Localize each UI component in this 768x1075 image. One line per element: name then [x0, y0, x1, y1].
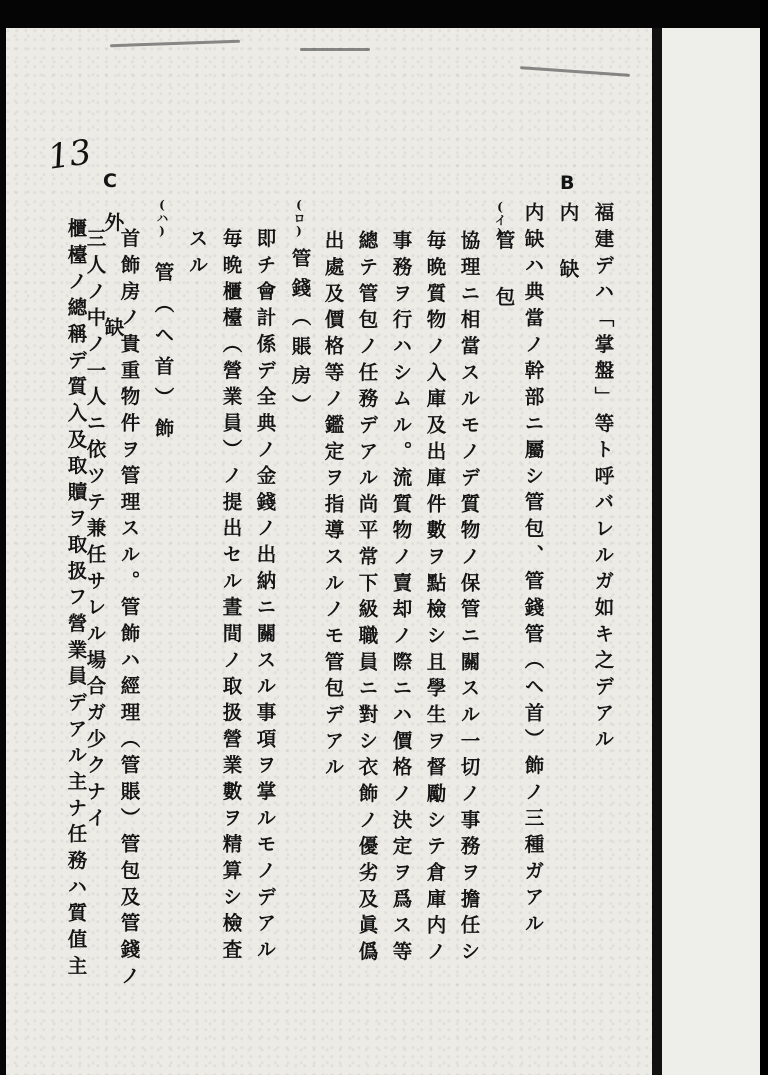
item-marker-ha: (ハ)	[155, 198, 169, 238]
text-line: 事務ヲ行ハシムル。流質物ノ賣却ノ際ニハ價格ノ決定ヲ爲ス等	[389, 230, 413, 968]
section-letter-c: C	[103, 170, 117, 192]
text-line: スル	[185, 228, 209, 281]
section-letter-b: B	[560, 172, 575, 194]
item-title-i: 管 包	[492, 230, 516, 313]
item-marker-i: (イ)	[493, 200, 507, 240]
scan-border	[760, 0, 768, 1075]
section-heading: 外 缺	[101, 212, 125, 368]
text-line: 福建デハ「掌盤」等ト呼バレルガ如キ之デアル	[591, 202, 615, 755]
text-line: 出處及價格等ノ鑑定ヲ指導スルノモ管包デアル	[321, 230, 345, 783]
text-line: 首飾房ノ貴重物件ヲ管理スル。管飾ハ經理（管賬）管包及管錢ノ	[117, 228, 141, 992]
page-number: 13	[45, 132, 94, 178]
item-marker-ro: (ロ)	[292, 198, 306, 238]
text-line: 櫃檯ノ總稱デ質入及取贖ヲ取扱フ營業員デアル主ナ任務ハ質值主	[64, 218, 88, 982]
section-heading: 内 缺	[556, 202, 580, 285]
text-line: 内缺ハ典當ノ幹部ニ屬シ管包、管錢管（ヘ首）飾ノ三種ガアル	[521, 202, 545, 940]
text-line: 毎晩櫃檯（營業員）ノ提出セル晝間ノ取扱營業數ヲ精算シ檢査	[219, 228, 243, 966]
text-line: 三人ノ中ノ一人ニ依ツテ兼任サレル場合ガ少クナイ	[83, 228, 107, 834]
text-line: 總テ管包ノ任務デアル尚平常下級職員ニ對シ衣飾ノ優劣及眞僞	[355, 230, 379, 968]
ink-smudge	[300, 48, 370, 51]
book-spine	[652, 28, 662, 1075]
text-line: 毎晩質物ノ入庫及出庫件數ヲ點檢シ且學生ヲ督勵シテ倉庫内ノ	[423, 230, 447, 968]
text-line: 即チ會計係デ全典ノ金錢ノ出納ニ關スル事項ヲ掌ルモノデアル	[253, 228, 277, 966]
item-title-ro: 管錢（賬房）	[288, 248, 312, 424]
item-title-ha: 管（ヘ首）飾	[151, 262, 175, 450]
adjacent-page	[662, 28, 768, 1075]
text-line: 協理ニ相當スルモノデ質物ノ保管ニ關スル一切ノ事務ヲ擔任シ	[457, 230, 481, 968]
